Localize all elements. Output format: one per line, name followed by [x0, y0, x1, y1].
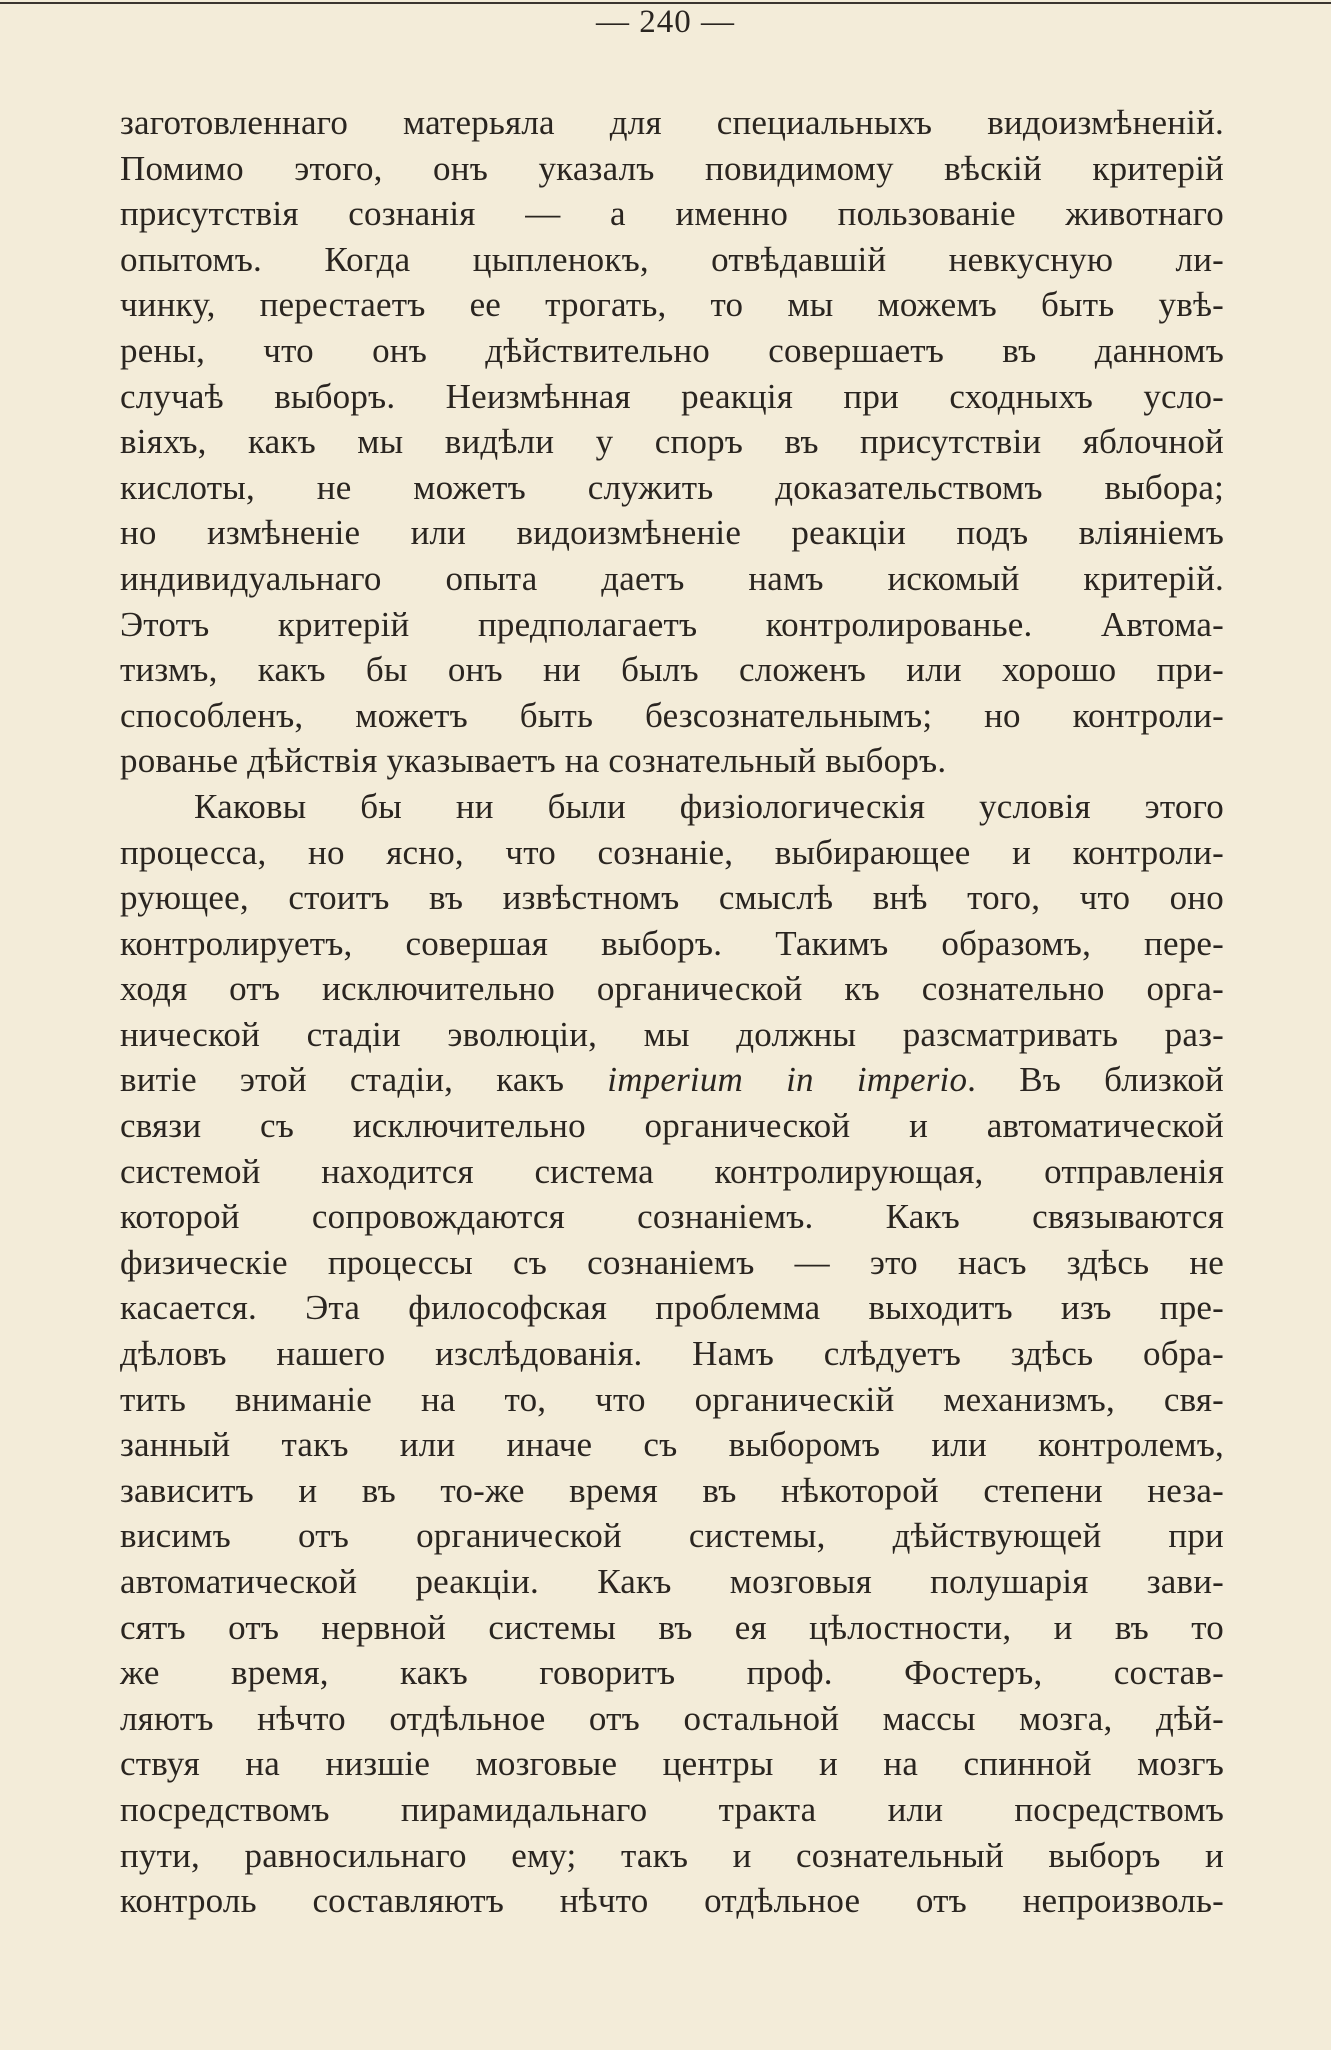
- text-line: зависитъ и въ то-же время въ нѣкоторой степени неза-: [120, 1470, 1224, 1510]
- text-line: кислоты, не можетъ служить доказательствомъ выбора;: [120, 467, 1224, 507]
- text-line: физическіе процессы съ сознаніемъ — это насъ здѣсь не: [120, 1242, 1224, 1282]
- text-line: но измѣненіе или видоизмѣненіе реакціи подъ вліяніемъ: [120, 513, 1224, 553]
- text-line: нической стадіи эволюціи, мы должны разсматривать раз-: [120, 1014, 1224, 1054]
- page-number: — 240 —: [596, 4, 735, 40]
- text-line: контроль составляютъ нѣчто отдѣльное отъ непроизволь-: [120, 1881, 1224, 1921]
- text-line: посредствомъ пирамидальнаго тракта или посредствомъ: [120, 1789, 1224, 1829]
- text-line: же время, какъ говоритъ проф. Фостеръ, состав-: [120, 1653, 1224, 1693]
- text-line: рующее, стоитъ въ извѣстномъ смыслѣ внѣ того, что оно: [120, 878, 1224, 918]
- text-line: системой находится система контролирующая, отправленія: [120, 1151, 1224, 1191]
- text-line: ствуя на низшіе мозговые центры и на спинной мозгъ: [120, 1744, 1224, 1784]
- text-line: заготовленнаго матерьяла для специальныхъ видоизмѣненій.: [120, 103, 1224, 142]
- text-line: контролируетъ, совершая выборъ. Такимъ образомъ, пере-: [120, 923, 1224, 963]
- text-line: индивидуальнаго опыта даетъ намъ искомый критерій.: [120, 558, 1224, 598]
- text-line: занный такъ или иначе съ выборомъ или контролемъ,: [120, 1425, 1224, 1465]
- text-line: рованье дѣйствія указываетъ на сознательный выборъ.: [120, 741, 947, 781]
- text-line: чинку, перестаетъ ее трогать, то мы можемъ быть увѣ-: [120, 285, 1224, 325]
- text-line: присутствія сознанія — а именно пользованіе животнаго: [120, 194, 1224, 234]
- text-line: касается. Эта философская проблемма выходитъ изъ пре-: [120, 1288, 1224, 1328]
- text-line: тить вниманіе на то, что органическій механизмъ, свя-: [120, 1379, 1224, 1419]
- text-line: ляютъ нѣчто отдѣльное отъ остальной массы мозга, дѣй-: [120, 1698, 1224, 1738]
- text-line: Этотъ критерій предполагаетъ контролированье. Автома-: [120, 604, 1224, 644]
- text-line: которой сопровождаются сознаніемъ. Какъ связываются: [120, 1197, 1224, 1237]
- text-line: случаѣ выборъ. Неизмѣнная реакція при сходныхъ усло-: [120, 376, 1224, 416]
- italic-phrase: imperium in imperio: [607, 1060, 968, 1100]
- paragraph-2: [120, 784, 1224, 1924]
- text-line: рены, что онъ дѣйствительно совершаетъ въ данномъ: [120, 330, 1224, 370]
- text-line: опытомъ. Когда цыпленокъ, отвѣдавшій невкусную ли-: [120, 239, 1224, 279]
- text-line: Помимо этого, онъ указалъ повидимому вѣскій критерій: [120, 148, 1224, 188]
- text-line: пути, равносильнаго ему; такъ и сознательный выборъ и: [120, 1835, 1224, 1875]
- text-line: связи съ исключительно органической и автоматической: [120, 1106, 1224, 1146]
- text-line: автоматической реакціи. Какъ мозговыя полушарія зави-: [120, 1562, 1224, 1601]
- paragraph-1: [120, 100, 1224, 784]
- text-line: процесса, но ясно, что сознаніе, выбирающее и контроли-: [120, 832, 1224, 872]
- text-line: способленъ, можетъ быть безсознательнымъ; но контроли-: [120, 695, 1224, 735]
- text-line: дѣловъ нашего изслѣдованія. Намъ слѣдуетъ здѣсь обра-: [120, 1334, 1224, 1374]
- text-line: витіе этой стадіи, какъ imperium in imperio. Въ близкой: [120, 1060, 1224, 1100]
- text-line: Каковы бы ни были физіологическія условія этого: [194, 786, 1224, 826]
- body-text: [120, 100, 1224, 1924]
- text-line: висимъ отъ органической системы, дѣйствующей при: [120, 1516, 1224, 1556]
- text-line: ходя отъ исключительно органической къ сознательно орга-: [120, 969, 1224, 1009]
- text-line: сятъ отъ нервной системы въ ея цѣлостности, и въ то: [120, 1607, 1224, 1647]
- text-line: тизмъ, какъ бы онъ ни былъ сложенъ или хорошо при-: [120, 650, 1224, 690]
- text-line: віяхъ, какъ мы видѣли у споръ въ присутствіи яблочной: [120, 422, 1224, 462]
